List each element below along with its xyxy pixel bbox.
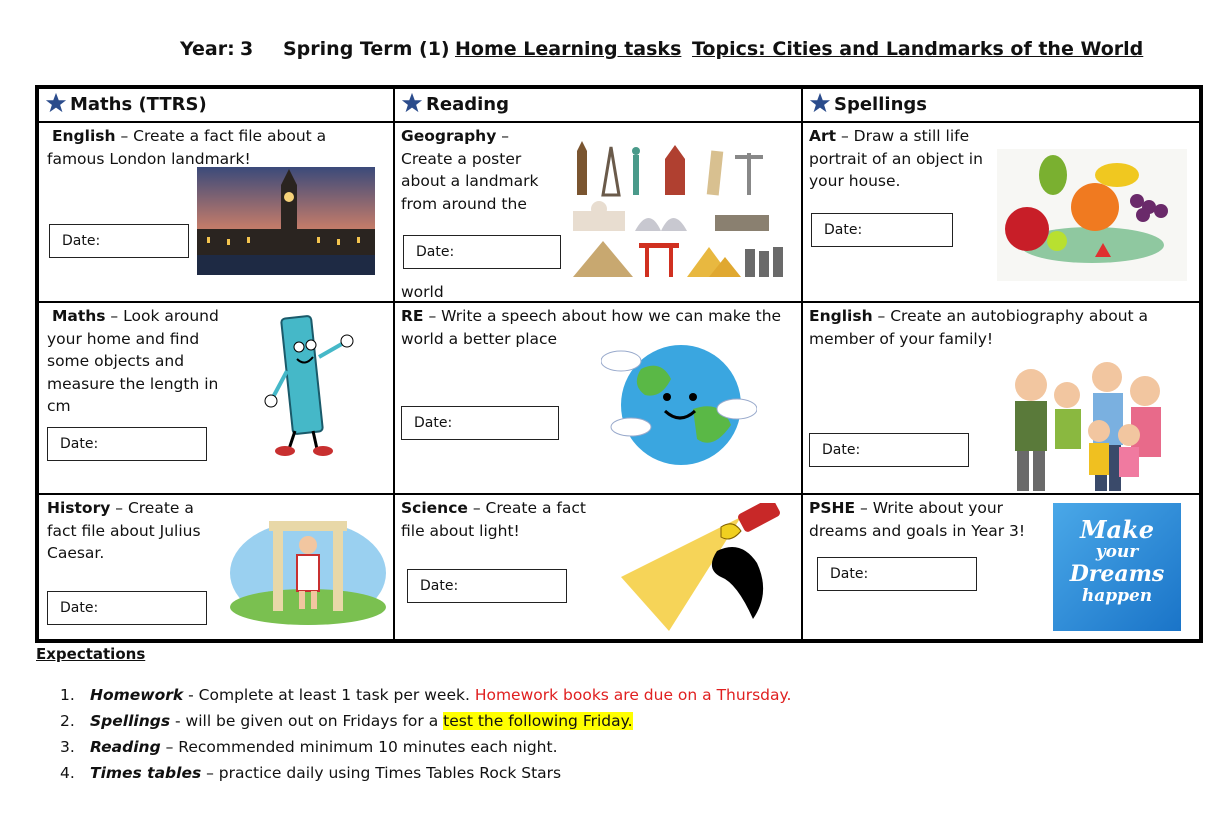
- ruler-character-clipart: [257, 311, 357, 457]
- date-field[interactable]: Date:: [47, 427, 207, 461]
- big-ben-photo: [197, 167, 375, 275]
- expectations-heading: Expectations: [36, 645, 146, 663]
- family-clipart: [989, 355, 1177, 495]
- task-pshe-dreams: PSHE – Write about your dreams and goals in Year 3!: [809, 499, 1026, 540]
- date-field[interactable]: Date:: [49, 224, 189, 258]
- date-field[interactable]: Date:: [47, 591, 207, 625]
- column-header-maths: Maths (TTRS): [39, 89, 207, 121]
- task-science-light: Science – Create a fact file about light!: [401, 499, 586, 540]
- year-value: 3: [240, 38, 254, 60]
- date-field[interactable]: Date:: [811, 213, 953, 247]
- task-geography-poster: Geography – Create a poster about a landmark from around the: [401, 127, 539, 213]
- column-divider: [801, 89, 803, 639]
- date-field[interactable]: Date:: [809, 433, 969, 467]
- smiling-earth-clipart: [601, 339, 757, 469]
- task-geography-tail: world: [401, 283, 444, 301]
- row-divider: [39, 301, 1199, 303]
- term-label: Spring Term (1): [283, 38, 450, 60]
- column-header-row: [39, 89, 1199, 123]
- fruit-bowl-clipart: [997, 149, 1187, 281]
- star-icon: [45, 92, 67, 114]
- column-header-spellings: Spellings: [803, 89, 927, 121]
- date-field[interactable]: Date:: [403, 235, 561, 269]
- date-field[interactable]: Date:: [401, 406, 559, 440]
- column-header-reading: Reading: [395, 89, 509, 121]
- task-grid: [35, 85, 1203, 643]
- task-english-autobiography: English – Create an autobiography about a member of your family!: [809, 307, 1149, 348]
- page-title: [0, 38, 1226, 68]
- task-history-caesar: History – Create a fact file about Julius Caesar.: [47, 499, 201, 562]
- date-field[interactable]: Date:: [407, 569, 567, 603]
- task-art-still-life: Art – Draw a still life portrait of an object in your house.: [809, 127, 983, 190]
- column-divider: [393, 89, 395, 639]
- date-field[interactable]: Date:: [817, 557, 977, 591]
- dreams-poster: Make your Dreams happen: [1053, 503, 1181, 631]
- task-maths-measure: Maths – Look around your home and find some objects and measure the length in cm: [47, 307, 219, 415]
- star-icon: [401, 92, 423, 114]
- home-learning-heading: Home Learning tasks: [455, 38, 682, 60]
- topics-heading: Topics: Cities and Landmarks of the World: [692, 38, 1144, 60]
- task-re-speech: RE – Write a speech about how we can make the world a better place: [401, 307, 782, 348]
- year-label: Year:: [180, 38, 235, 60]
- world-landmarks-clipart: [569, 141, 789, 277]
- list-item: 3. Reading – Recommended minimum 10 minutes each night.: [60, 738, 558, 756]
- list-item: 4. Times tables – practice daily using Times Tables Rock Stars: [60, 764, 562, 782]
- julius-caesar-clipart: [229, 503, 387, 627]
- task-english-landmark: English – Create a fact file about a famous London landmark!: [47, 127, 327, 168]
- torch-shadow-clipart: [621, 503, 789, 635]
- star-icon: [809, 92, 831, 114]
- list-item: 2. Spellings - will be given out on Fridays for a test the following Friday.: [60, 712, 633, 730]
- list-item: 1. Homework - Complete at least 1 task per week. Homework books are due on a Thursday.: [60, 686, 792, 704]
- expectations-list: [60, 682, 791, 786]
